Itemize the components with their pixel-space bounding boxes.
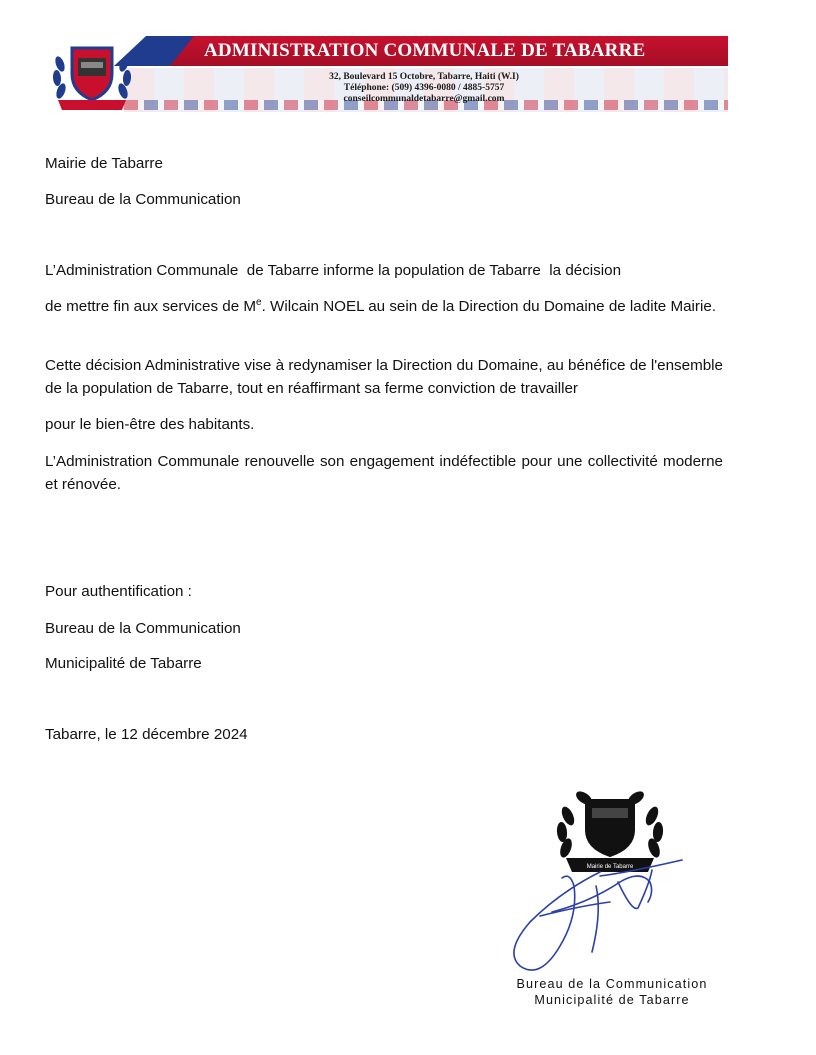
paragraph-commitment: L’Administration Communale renouvelle son engagement indéfectible pour une collectivité moderne et rénovée. [45, 453, 723, 493]
paragraph-decision-part1: de mettre fin aux services de M [45, 298, 257, 315]
signature-caption [505, 976, 719, 1008]
authentication-municipality: Municipalité de Tabarre [45, 655, 202, 672]
paragraph-rationale: Cette décision Administrative vise à redynamiser la Direction du Domaine, au bénéfice de l'ensemble de la population de Tabarre, tout en réaffirmant sa ferme conviction de travailler [45, 357, 723, 397]
paragraph-decision-superscript: e [256, 296, 262, 308]
signature-office: Bureau de la Communication [516, 977, 708, 991]
sender-department: Bureau de la Communication [45, 191, 241, 208]
paragraph-decision-part2: . Wilcain NOEL au sein de la Direction du Domaine de ladite Mairie. [261, 298, 717, 315]
paragraph-rationale-end: pour le bien-être des habitants. [45, 416, 255, 433]
letterhead-contact [294, 72, 554, 105]
sender-line: Mairie de Tabarre [45, 155, 163, 172]
authentication-label: Pour authentification : [45, 583, 192, 600]
letterhead-phone: Téléphone: (509) 4396-0080 / 4885-5757 [343, 83, 505, 93]
signature-municipality: Municipalité de Tabarre [534, 993, 690, 1007]
letterhead-address: 32, Boulevard 15 Octobre, Tabarre, Haiti (W.I) [329, 72, 519, 82]
letterhead-title: ADMINISTRATION COMMUNALE DE TABARRE [204, 40, 646, 61]
letterhead [44, 34, 728, 114]
paragraph-intro: L’Administration Communale de Tabarre informe la population de Tabarre la décision [45, 262, 622, 279]
date-line: Tabarre, le 12 décembre 2024 [45, 726, 248, 743]
municipality-logo-icon [46, 34, 138, 114]
stamp-text: Mairie de Tabarre [586, 864, 634, 870]
letterhead-email: conseilcommunaldetabarre@gmail.com [343, 94, 505, 104]
paragraph-decision [45, 295, 723, 318]
handwritten-signature [500, 842, 700, 982]
authentication-office: Bureau de la Communication [45, 620, 241, 637]
